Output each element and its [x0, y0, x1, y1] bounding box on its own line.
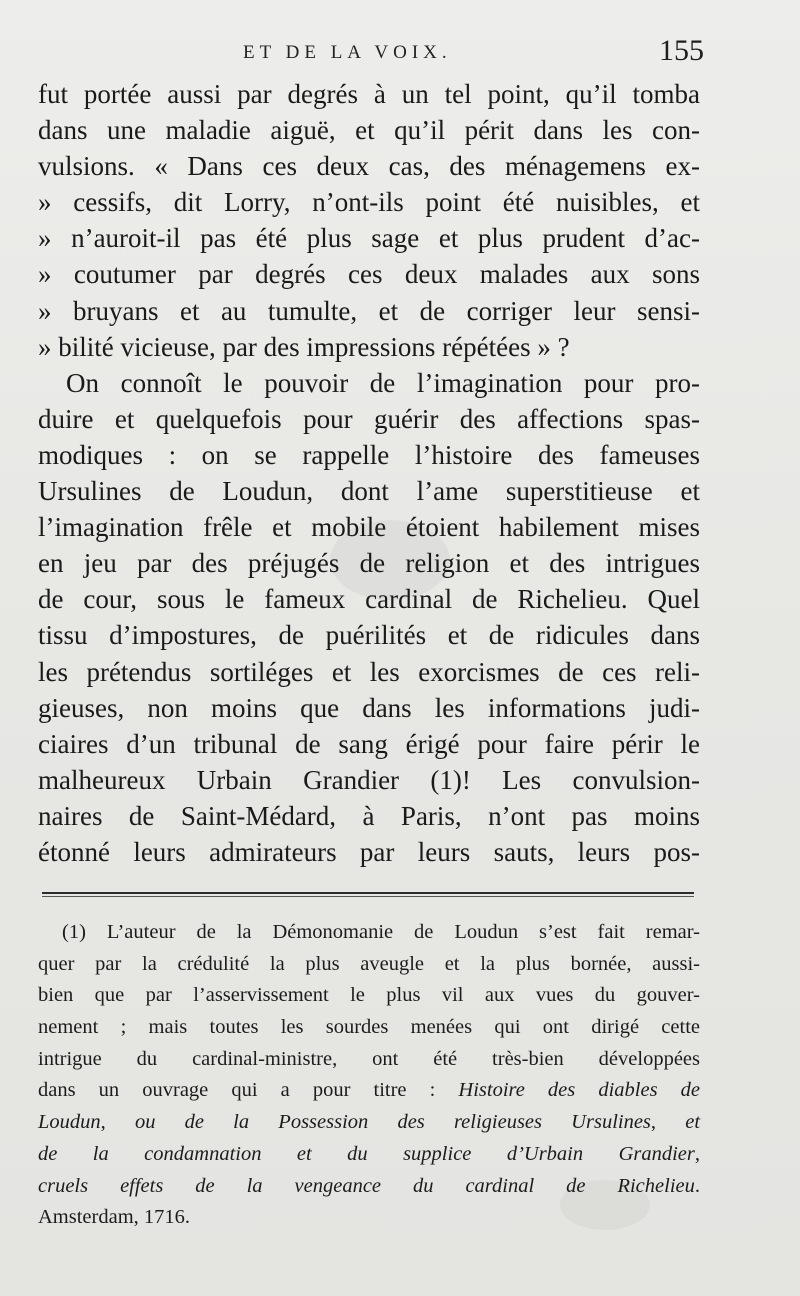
text-line: ciaires d’un tribunal de sang érigé pour faire périr le — [38, 728, 700, 759]
footnote-run: (1) L’auteur de la Démonomanie de Loudun s’est fait remar- — [62, 921, 700, 943]
text-line: en jeu par des préjugés de religion et des intrigues — [38, 548, 700, 579]
footnote-line — [38, 1139, 700, 1171]
text-line: fut portée aussi par degrés à un tel point, qu’il tomba — [38, 79, 700, 109]
text-line: » n’auroit-il pas été plus sage et plus prudent d’ac- — [38, 223, 700, 254]
footnote-italic-run: cruels effets de la vengeance du cardinal de Richelieu — [38, 1174, 695, 1197]
footnote-line — [38, 1075, 700, 1107]
page-number: 155 — [659, 34, 704, 67]
footnote-line — [38, 917, 700, 949]
footnote-run: , — [650, 1111, 686, 1134]
text-line: duire et quelquefois pour guérir des affections spas- — [38, 403, 700, 434]
text-line: modiques : on se rappelle l’histoire des fameuses — [38, 439, 700, 470]
running-head: ET DE LA VOIX. — [243, 42, 452, 63]
footnote — [38, 917, 700, 1234]
body-text — [38, 76, 700, 870]
footnote-line — [38, 1012, 700, 1044]
footnote-run: . — [694, 1174, 700, 1197]
paragraph-start-line: On connoît le pouvoir de l’imagination pour pro- — [66, 367, 700, 398]
text-line: vulsions. « Dans ces deux cas, des ménagemens ex- — [38, 151, 700, 182]
footnote-line — [38, 949, 700, 981]
footnote-run: intrigue du cardinal-ministre, ont été très-bien développées — [38, 1047, 700, 1070]
footnote-italic-run: ou de la Possession des religieuses Ursulines — [134, 1111, 651, 1134]
text-line: » cessifs, dit Lorry, n’ont-ils point été nuisibles, et — [38, 187, 700, 218]
footnote-rule-thin — [42, 896, 694, 897]
footnote-run: , — [694, 1142, 700, 1165]
page-header — [38, 36, 708, 76]
text-line: Ursulines de Loudun, dont l’ame superstitieuse et — [38, 476, 700, 507]
footnote-italic-run: et — [685, 1111, 701, 1134]
text-line: malheureux Urbain Grandier (1)! Les convulsion- — [38, 764, 700, 795]
text-line: » bruyans et au tumulte, et de corriger leur sensi- — [38, 295, 700, 326]
footnote-italic-run: Loudun — [38, 1111, 101, 1134]
footnote-italic-run: Histoire des diables de — [458, 1079, 701, 1102]
text-line: de cour, sous le fameux cardinal de Richelieu. Quel — [38, 584, 700, 615]
footnote-run: dans un ouvrage qui a pour titre : — [38, 1079, 459, 1102]
text-line: l’imagination frêle et mobile étoient habilement mises — [38, 512, 700, 543]
text-line: naires de Saint-Médard, à Paris, n’ont pas moins — [38, 800, 700, 831]
footnote-run: , — [100, 1111, 135, 1134]
text-line: » coutumer par degrés ces deux malades aux sons — [38, 259, 700, 290]
text-line: étonné leurs admirateurs par leurs sauts, leurs pos- — [38, 836, 700, 867]
text-line: les prétendus sortiléges et les exorcismes de ces reli- — [38, 656, 700, 687]
footnote-line — [38, 1044, 700, 1076]
footnote-run: quer par la crédulité la plus aveugle et la plus bornée, aussi- — [38, 952, 700, 975]
footnote-line — [38, 1107, 700, 1139]
footnote-line — [38, 980, 700, 1012]
footnote-line — [38, 1202, 700, 1234]
text-line: » bilité vicieuse, par des impressions répétées » ? — [38, 331, 570, 362]
footnote-run: Amsterdam, 1716. — [38, 1206, 191, 1229]
text-line: gieuses, non moins que dans les informations judi- — [38, 692, 700, 723]
footnote-run: nement ; mais toutes les sourdes menées qui ont dirigé cette — [38, 1016, 700, 1039]
text-line: dans une maladie aiguë, et qu’il périt dans les con- — [38, 115, 700, 146]
footnote-italic-run: de la condamnation et du supplice d’Urbain Grandier — [38, 1142, 695, 1165]
footnote-run: bien que par l’asservissement le plus vil aux vues du gouver- — [38, 984, 700, 1007]
footnote-line — [38, 1171, 700, 1203]
text-line: tissu d’impostures, de puérilités et de ridicules dans — [38, 620, 700, 651]
footnote-rule — [42, 892, 694, 894]
